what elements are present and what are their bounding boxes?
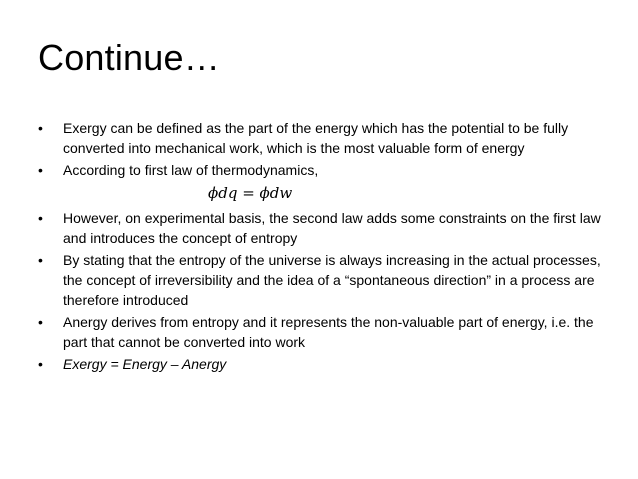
- bullet-item-first-law: [38, 160, 608, 180]
- bullet-icon: •: [38, 252, 43, 268]
- bullet-item-anergy: [38, 312, 608, 352]
- bullet-text: According to first law of thermodynamics,: [63, 162, 319, 178]
- first-law-formula: ϕdq = ϕdw: [208, 184, 293, 202]
- bullet-icon: •: [38, 314, 43, 330]
- bullet-item-exergy-definition: [38, 118, 608, 158]
- bullet-item-exergy-equation: [38, 354, 608, 374]
- bullet-item-entropy-universe: [38, 250, 608, 310]
- bullet-text: Anergy derives from entropy and it represents the non-valuable part of energy, i.e. the part that cannot be converted into work: [63, 314, 594, 350]
- bullet-text: Exergy can be defined as the part of the energy which has the potential to be fully converted into mechanical work, which is the most valuable form of energy: [63, 120, 569, 156]
- bullet-list: [38, 118, 608, 376]
- bullet-item-second-law: [38, 208, 608, 248]
- bullet-text: Exergy = Energy – Anergy: [63, 356, 227, 372]
- bullet-icon: •: [38, 210, 43, 226]
- slide-title: Continue…: [38, 37, 220, 78]
- bullet-icon: •: [38, 356, 43, 372]
- bullet-icon: •: [38, 120, 43, 136]
- bullet-text: By stating that the entropy of the universe is always increasing in the actual processes, the concept of irreversibility and the idea of a “spontaneous direction” in a process are therefore introduced: [63, 252, 601, 308]
- bullet-icon: •: [38, 162, 43, 178]
- bullet-text: However, on experimental basis, the second law adds some constraints on the first law and introduces the concept of entropy: [63, 210, 601, 246]
